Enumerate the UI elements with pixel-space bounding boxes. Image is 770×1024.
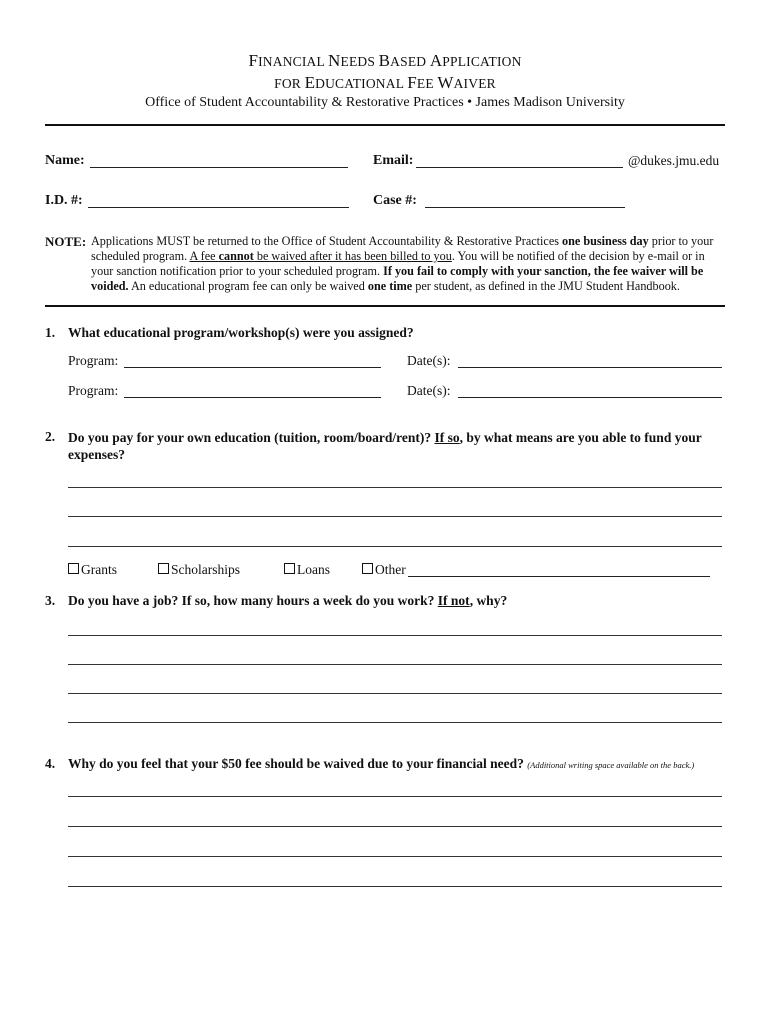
answer-line[interactable]	[68, 664, 722, 665]
question-1-number: 1.	[45, 325, 56, 340]
form-subtitle: Office of Student Accountability & Restorative Practices • James Madison University	[145, 95, 625, 110]
program-field-1[interactable]	[124, 353, 381, 368]
question-4-number: 4.	[45, 756, 56, 771]
form-title-line2: FOR EDUCATIONAL FEE WAIVER	[274, 73, 496, 92]
program-label: Program:	[68, 383, 119, 398]
dates-label: Date(s):	[407, 353, 451, 368]
answer-line[interactable]	[68, 516, 722, 517]
answer-line[interactable]	[68, 487, 722, 488]
grants-checkbox[interactable]: Grants	[68, 562, 117, 578]
note-label: NOTE:	[45, 234, 87, 249]
answer-line[interactable]	[68, 693, 722, 694]
answer-line[interactable]	[68, 886, 722, 887]
email-label: Email:	[373, 153, 414, 168]
note-divider	[45, 305, 725, 307]
question-4-note: (Additional writing space available on the back.)	[527, 760, 695, 770]
loans-checkbox[interactable]: Loans	[284, 562, 330, 578]
question-4-text: Why do you feel that your $50 fee should be waived due to your financial need? (Additional writing space available on the back.)	[68, 756, 695, 771]
answer-line[interactable]	[68, 722, 722, 723]
question-2-number: 2.	[45, 429, 56, 444]
dates-field-2[interactable]	[458, 383, 722, 398]
answer-line[interactable]	[68, 856, 722, 857]
checkbox-icon	[362, 563, 373, 574]
case-field[interactable]	[425, 193, 625, 208]
program-label: Program:	[68, 353, 119, 368]
note-text: Applications MUST be returned to the Office of Student Accountability & Restorative Practices one business day prior to your scheduled program. A fee cannot be waived after it has been billed to you. You will be notified of the decision by e-mail or in your sanction notification prior to your scheduled program. If you fail to comply with your sanction, the fee waiver will be voided. An educational program fee can only be waived one time per student, as defined in the JMU Student Handbook.	[91, 234, 714, 293]
question-3-number: 3.	[45, 593, 56, 608]
dates-label: Date(s):	[407, 383, 451, 398]
id-field[interactable]	[88, 193, 349, 208]
other-checkbox[interactable]: Other	[362, 562, 406, 578]
question-3-text: Do you have a job? If so, how many hours a week do you work? If not, why?	[68, 593, 508, 608]
scholarships-checkbox[interactable]: Scholarships	[158, 562, 240, 578]
answer-line[interactable]	[68, 546, 722, 547]
email-domain: @dukes.jmu.edu	[628, 153, 720, 168]
program-field-2[interactable]	[124, 383, 381, 398]
checkbox-icon	[68, 563, 79, 574]
case-label: Case #:	[373, 193, 417, 208]
name-field[interactable]	[90, 153, 348, 168]
answer-line[interactable]	[68, 796, 722, 797]
dates-field-1[interactable]	[458, 353, 722, 368]
answer-line[interactable]	[68, 635, 722, 636]
id-label: I.D. #:	[45, 193, 83, 208]
question-1-text: What educational program/workshop(s) were you assigned?	[68, 325, 414, 340]
answer-line[interactable]	[68, 826, 722, 827]
form-title-line1: FINANCIAL NEEDS BASED APPLICATION	[248, 51, 522, 70]
other-field[interactable]	[408, 562, 710, 577]
question-2-text: Do you pay for your own education (tuition, room/board/rent)? If so, by what means are you able to fund your expenses?	[68, 430, 702, 462]
checkbox-icon	[284, 563, 295, 574]
note-block	[45, 234, 727, 294]
email-field[interactable]	[416, 153, 623, 168]
header-divider	[45, 124, 725, 126]
name-label: Name:	[45, 153, 85, 168]
checkbox-icon	[158, 563, 169, 574]
